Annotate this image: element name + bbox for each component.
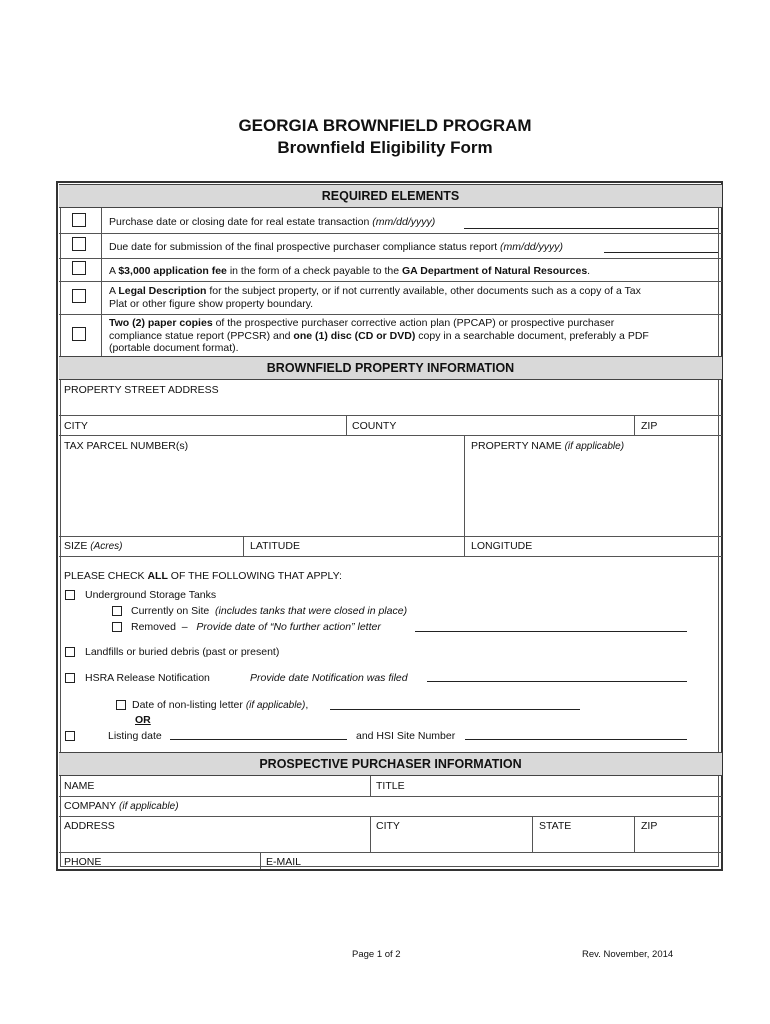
form-program-title: GEORGIA BROWNFIELD PROGRAM [238,116,532,135]
nonlisting-checkbox[interactable] [116,700,126,710]
hsra-filed-date-field[interactable] [427,681,687,682]
hsi-site-number-field[interactable] [465,739,687,740]
required-compliance-date-label: Due date for submission of the final prospective purchaser compliance status report (mm/dd/yyyy) [109,241,564,253]
purchaser-title-label: TITLE [376,780,405,792]
required-checkbox-compliance-date[interactable] [72,237,86,251]
required-checkbox-legal-description[interactable] [72,289,86,303]
required-purchase-date-label: Purchase date or closing date for real estate transaction (mm/dd/yyyy) [109,216,436,228]
hsra-checkbox[interactable] [65,673,75,683]
ust-on-site-label: Currently on Site (includes tanks that were closed in place) [131,605,408,617]
listing-date-field[interactable] [170,739,347,740]
property-street-address-label: PROPERTY STREET ADDRESS [64,384,219,396]
ust-on-site-checkbox[interactable] [112,606,122,616]
or-label: OR [135,714,151,726]
purchaser-info-heading: PROSPECTIVE PURCHASER INFORMATION [59,752,722,776]
required-elements-heading: REQUIRED ELEMENTS [59,184,722,208]
form-title: Brownfield Eligibility Form [277,138,493,157]
purchaser-state-label: STATE [539,820,572,832]
hsi-site-number-label: and HSI Site Number [356,730,456,742]
landfills-label: Landfills or buried debris (past or present) [85,646,280,658]
required-checkbox-paper-copies[interactable] [72,327,86,341]
purchaser-phone-label: PHONE [64,856,102,868]
property-name-label: PROPERTY NAME (if applicable) [471,440,625,452]
ust-removed-label: Removed – Provide date of “No further action” letter [131,621,381,633]
purchaser-email-label: E-MAIL [266,856,302,868]
required-application-fee-label: A $3,000 application fee in the form of a check payable to the GA Department of Natural Resources. [109,265,591,277]
required-paper-copies-label: Two (2) paper copies of the prospective purchaser corrective action plan (PPCAP) or prospective purchaser compliance statue report (PPCSR) and one (1) disc (CD or DVD) copy in a searchable document, preferably a PDF (portable document format). [109,317,649,354]
nonlisting-label: Date of non-listing letter (if applicable), [132,699,309,711]
required-checkbox-purchase-date[interactable] [72,213,86,227]
latitude-label: LATITUDE [250,540,300,552]
page-number: Page 1 of 2 [352,949,401,960]
purchaser-name-label: NAME [64,780,95,792]
nfa-letter-date-field[interactable] [415,631,687,632]
purchaser-address-label: ADDRESS [64,820,115,832]
hsra-label: HSRA Release Notification [85,672,210,684]
longitude-label: LONGITUDE [471,540,533,552]
landfills-checkbox[interactable] [65,647,75,657]
purchase-date-field[interactable] [464,228,718,229]
nonlisting-date-field[interactable] [330,709,580,710]
ust-removed-checkbox[interactable] [112,622,122,632]
required-legal-description-label: A Legal Description for the subject property, or if not currently available, other documents such as a copy of a Tax Plat or other figure show property boundary. [109,285,641,310]
property-info-heading: BROWNFIELD PROPERTY INFORMATION [59,356,722,380]
compliance-date-field[interactable] [604,252,718,253]
property-zip-label: ZIP [641,420,658,432]
purchaser-company-label: COMPANY (if applicable) [64,800,179,812]
ust-label: Underground Storage Tanks [85,589,217,601]
ust-checkbox[interactable] [65,590,75,600]
size-label: SIZE (Acres) [64,540,123,552]
required-checkbox-application-fee[interactable] [72,261,86,275]
tax-parcel-label: TAX PARCEL NUMBER(s) [64,440,189,452]
purchaser-zip-label: ZIP [641,820,658,832]
check-all-instructions: PLEASE CHECK ALL OF THE FOLLOWING THAT APPLY: [64,570,342,582]
hsra-hint: Provide date Notification was filed [250,672,408,684]
property-county-label: COUNTY [352,420,397,432]
purchaser-city-label: CITY [376,820,400,832]
listing-date-label: Listing date [108,730,162,742]
property-city-label: CITY [64,420,88,432]
revision-date: Rev. November, 2014 [582,949,674,960]
listing-checkbox[interactable] [65,731,75,741]
